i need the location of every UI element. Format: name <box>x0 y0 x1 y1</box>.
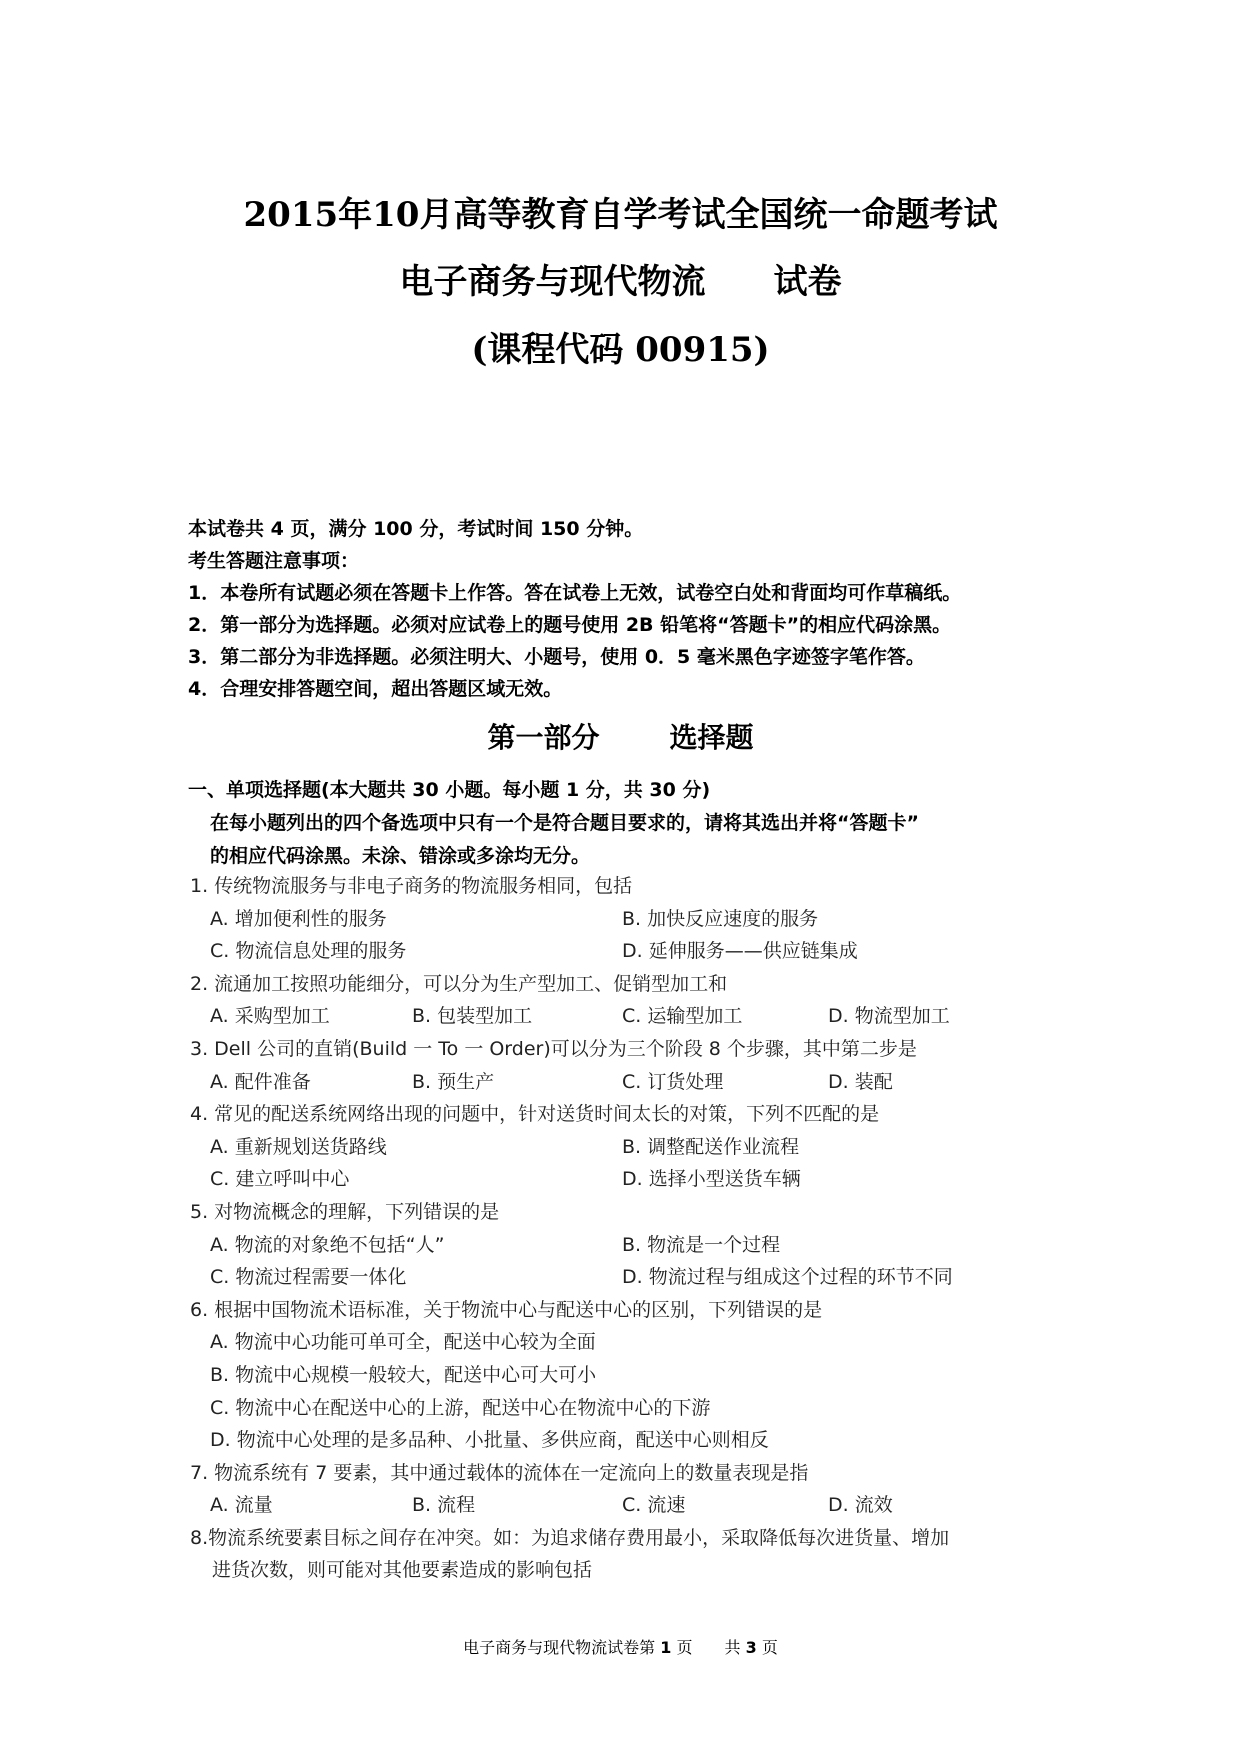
answer-option: B. 包装型加工 <box>412 1005 533 1028</box>
answer-option: D. 物流中心处理的是多品种、小批量、多供应商，配送中心则相反 <box>210 1429 769 1452</box>
answer-option: C. 物流中心在配送中心的上游，配送中心在物流中心的下游 <box>210 1396 711 1419</box>
answer-option: D. 流效 <box>828 1494 893 1517</box>
page-footer <box>0 1636 1241 1660</box>
question-stem: 8.物流系统要素目标之间存在冲突。如：为追求储存费用最小，采取降低每次进货量、增加 <box>190 1526 950 1549</box>
option-row <box>190 935 1090 968</box>
option-row <box>190 903 1090 936</box>
footer-label: 电子商务与现代物流试卷第 <box>463 1638 656 1657</box>
question <box>190 1457 1090 1522</box>
option-row <box>190 1163 1090 1196</box>
answer-option: B. 预生产 <box>412 1070 495 1093</box>
option-row <box>190 1392 1090 1425</box>
option-row <box>190 1489 1090 1522</box>
answer-option: B. 调整配送作业流程 <box>622 1135 800 1158</box>
answer-option: C. 建立呼叫中心 <box>210 1168 350 1191</box>
footer-total-word: 页 <box>761 1638 778 1657</box>
footer-page-number: 1 <box>660 1638 672 1657</box>
answer-option: C. 物流信息处理的服务 <box>210 940 407 963</box>
answer-option: A. 配件准备 <box>210 1070 311 1093</box>
answer-option: D. 装配 <box>828 1070 893 1093</box>
option-row <box>190 1131 1090 1164</box>
answer-option: C. 流速 <box>622 1494 686 1517</box>
answer-option: D. 选择小型送货车辆 <box>622 1168 801 1191</box>
answer-option: C. 订货处理 <box>622 1070 724 1093</box>
answer-option: C. 物流过程需要一体化 <box>210 1266 407 1289</box>
answer-option: A. 采购型加工 <box>210 1005 330 1028</box>
section-heading <box>188 774 919 873</box>
notice-summary: 本试卷共 4 页，满分 100 分，考试时间 150 分钟。 <box>188 518 644 540</box>
answer-option: B. 流程 <box>412 1494 476 1517</box>
question-stem: 4. 常见的配送系统网络出现的问题中，针对送货时间太长的对策，下列不匹配的是 <box>190 1103 880 1126</box>
answer-option: C. 运输型加工 <box>622 1005 743 1028</box>
subject-name: 电子商务与现代物流 <box>399 262 706 302</box>
answer-option: A. 流量 <box>210 1494 273 1517</box>
question-stem: 2. 流通加工按照功能细分，可以分为生产型加工、促销型加工和 <box>190 972 728 995</box>
question-stem-continued: 进货次数，则可能对其他要素造成的影响包括 <box>212 1559 593 1582</box>
footer-total-pages: 3 <box>745 1638 757 1657</box>
question <box>190 1294 1090 1457</box>
question-stem: 3. Dell 公司的直销(Build 一 To 一 Order)可以分为三个阶段 8 个步骤，其中第二步是 <box>190 1037 917 1060</box>
answer-option: B. 加快反应速度的服务 <box>622 907 819 930</box>
option-row <box>190 1424 1090 1457</box>
question-stem: 1. 传统物流服务与非电子商务的物流服务相同，包括 <box>190 875 633 897</box>
footer-page-word: 页 <box>676 1638 693 1657</box>
part-number: 第一部分 <box>487 721 600 754</box>
course-code: (课程代码 00915) <box>471 330 770 370</box>
footer-total-prefix: 共 <box>724 1638 741 1657</box>
question-stem: 7. 物流系统有 7 要素，其中通过载体的流体在一定流向上的数量表现是指 <box>190 1461 809 1484</box>
notice-item: 2．第一部分为选择题。必须对应试卷上的题号使用 2B 铅笔将“答题卡”的相应代码涂黑。 <box>188 614 952 636</box>
option-row <box>190 1066 1090 1099</box>
question <box>190 968 1090 1033</box>
answer-option: D. 延伸服务——供应链集成 <box>622 940 858 963</box>
answer-option: D. 物流过程与组成这个过程的环节不同 <box>622 1266 953 1289</box>
question-stem: 6. 根据中国物流术语标准，关于物流中心与配送中心的区别，下列错误的是 <box>190 1298 823 1321</box>
option-row <box>190 1261 1090 1294</box>
question <box>190 1098 1090 1196</box>
exam-title: 2015年10月高等教育自学考试全国统一命题考试 <box>243 195 998 235</box>
notice-item: 3．第二部分为非选择题。必须注明大、小题号，使用 0．5 毫米黑色字迹签字笔作答。 <box>188 646 925 668</box>
answer-option: A. 物流的对象绝不包括“人” <box>210 1233 445 1256</box>
question <box>190 870 1090 968</box>
section-title: 一、单项选择题(本大题共 30 小题。每小题 1 分，共 30 分) <box>188 779 711 801</box>
notice-item: 1．本卷所有试题必须在答题卡上作答。答在试卷上无效，试卷空白处和背面均可作草稿纸。 <box>188 582 962 604</box>
answer-option: B. 物流中心规模一般较大，配送中心可大可小 <box>210 1363 597 1386</box>
question-list <box>190 870 1090 1587</box>
option-row <box>190 1326 1090 1359</box>
exam-notice <box>188 513 961 705</box>
answer-option: A. 重新规划送货路线 <box>210 1135 387 1158</box>
section-instruction: 在每小题列出的四个备选项中只有一个是符合题目要求的，请将其选出并将“答题卡” <box>210 812 919 834</box>
notice-heading: 考生答题注意事项： <box>188 550 360 572</box>
answer-option: D. 物流型加工 <box>828 1005 950 1028</box>
question <box>190 1196 1090 1294</box>
answer-option: A. 物流中心功能可单可全，配送中心较为全面 <box>210 1331 596 1354</box>
part-name: 选择题 <box>669 721 754 754</box>
answer-option: A. 增加便利性的服务 <box>210 907 387 930</box>
exam-subject-line <box>0 262 1241 302</box>
question-stem: 5. 对物流概念的理解，下列错误的是 <box>190 1200 500 1223</box>
paper-label: 试卷 <box>773 262 842 302</box>
part-title <box>0 720 1241 756</box>
option-row <box>190 1229 1090 1262</box>
section-instruction: 的相应代码涂黑。未涂、错涂或多涂均无分。 <box>210 845 591 867</box>
notice-item: 4．合理安排答题空间，超出答题区域无效。 <box>188 678 563 700</box>
question <box>190 1033 1090 1098</box>
option-row <box>190 1000 1090 1033</box>
question <box>190 1522 1090 1587</box>
option-row <box>190 1359 1090 1392</box>
answer-option: B. 物流是一个过程 <box>622 1233 781 1256</box>
